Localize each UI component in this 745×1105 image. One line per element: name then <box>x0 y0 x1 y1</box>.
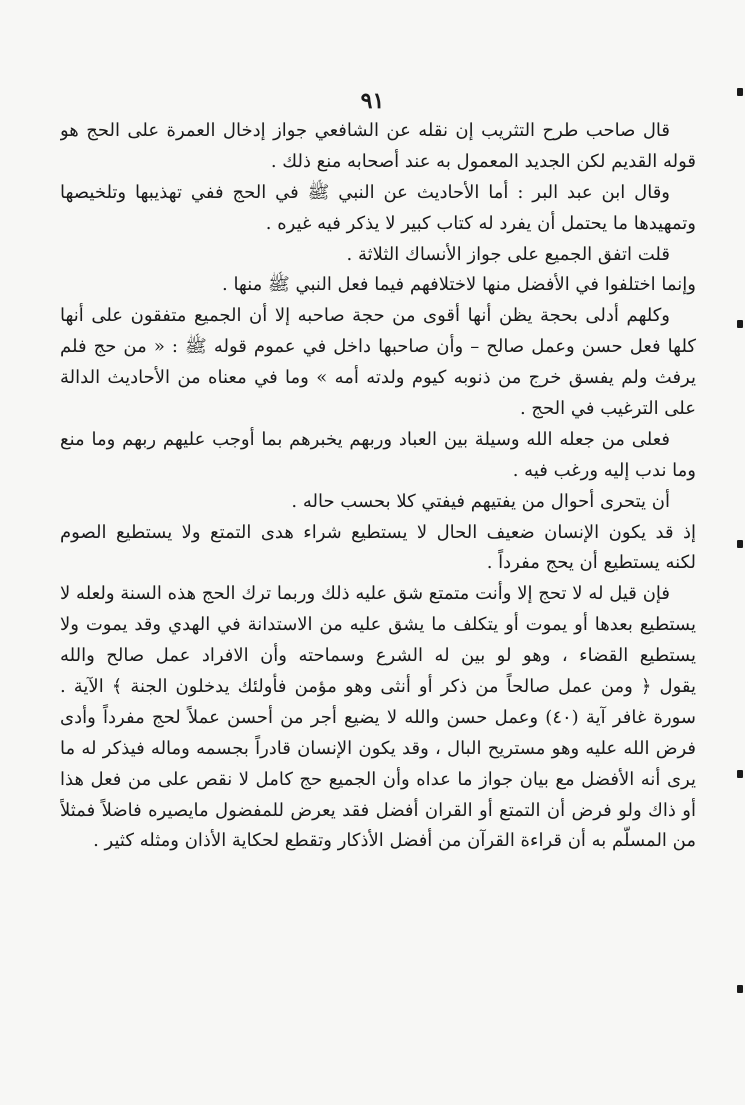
text-line: قوله القديم لكن الجديد المعمول به عند أصحابه منع ذلك . <box>270 150 696 172</box>
text-line: سورة غافر آية (٤٠) وعمل حسن والله لا يضيع أجر من أحسن عملاً لحج مفرداً وأدى <box>60 706 696 728</box>
text-line: فرض الله عليه وهو مستريح البال ، وقد يكون الإنسان قادراً بجسمه وماله فيذكر له ما <box>60 737 696 759</box>
text-line: أو ذاك ولو فرض أن التمتع أو القران أفضل فقد يعرض للمفضول مايصيره فاضلاً فمثلاً <box>60 799 696 821</box>
body-text <box>60 116 696 857</box>
text-line: يرفث ولم يفسق خرج من ذنوبه كيوم ولدته أمه » وما في معناه من الأحاديث الدالة <box>60 367 696 389</box>
text-line: يستطيع بعدها أو يموت أو يتكلف ما يشق عليه من الاستدانة في الهدي وقد يموت ولا <box>60 614 696 636</box>
margin-mark <box>737 540 743 548</box>
text-line: وما ندب إليه ورغب فيه . <box>512 459 696 481</box>
margin-mark <box>737 985 743 993</box>
text-line: وقال ابن عبد البر : أما الأحاديث عن النبي ﷺ في الحج ففي تهذيبها وتلخيصها <box>60 181 670 203</box>
text-line: فإن قيل له لا تحج إلا وأنت متمتع شق عليه ذلك وربما ترك الحج هذه السنة ولعله لا <box>60 583 670 605</box>
text-line: يرى أنه الأفضل مع بيان جواز ما عداه وأن الجميع حج كامل لا نقص على من فعل هذا <box>60 768 696 790</box>
text-line: فعلى من جعله الله وسيلة بين العباد وربهم يخبرهم بما أوجب عليهم ربهم وما منع <box>60 428 670 450</box>
text-line: وكلهم أدلى بحجة يظن أنها أقوى من حجة صاحبه إلا أن الجميع متفقون على أنها <box>60 305 670 327</box>
text-line: قلت اتفق الجميع على جواز الأنساك الثلاثة . <box>346 243 670 265</box>
text-line: كلها فعل حسن وعمل صالح – وأن صاحبها داخل في عموم قوله ﷺ : « من حج فلم <box>60 336 696 358</box>
text-line: يستطيع القضاء ، وهو لو بين له الشرع وسماحته وأن الافراد عمل صالح والله <box>60 645 696 667</box>
text-line: أن يتحرى أحوال من يفتيهم فيفتي كلا بحسب حاله . <box>291 490 670 512</box>
text-line: من المسلّم به أن قراءة القرآن من أفضل الأذكار وتقطع لحكاية الأذان ومثله كثير . <box>93 830 696 852</box>
margin-mark <box>737 770 743 778</box>
text-line: على الترغيب في الحج . <box>519 398 696 420</box>
margin-mark <box>737 320 743 328</box>
text-line: يقول ﴿ ومن عمل صالحاً من ذكر أو أنثى وهو مؤمن فأولئك يدخلون الجنة ﴾ الآية . <box>60 676 696 698</box>
text-line: وإنما اختلفوا في الأفضل منها لاختلافهم فيما فعل النبي ﷺ منها . <box>222 274 696 296</box>
text-line: إذ قد يكون الإنسان ضعيف الحال لا يستطيع شراء هدى التمتع ولا يستطيع الصوم <box>60 521 696 543</box>
text-line: وتمهيدها ما يحتمل أن يفرد له كتاب كبير لا يذكر فيه غيره . <box>265 212 696 234</box>
page-number: ٩١ <box>360 88 385 114</box>
text-line: قال صاحب طرح التثريب إن نقله عن الشافعي جواز إدخال العمرة على الحج هو <box>60 120 670 141</box>
margin-mark <box>737 88 743 96</box>
text-line: لكنه يستطيع أن يحج مفرداً . <box>486 552 696 574</box>
